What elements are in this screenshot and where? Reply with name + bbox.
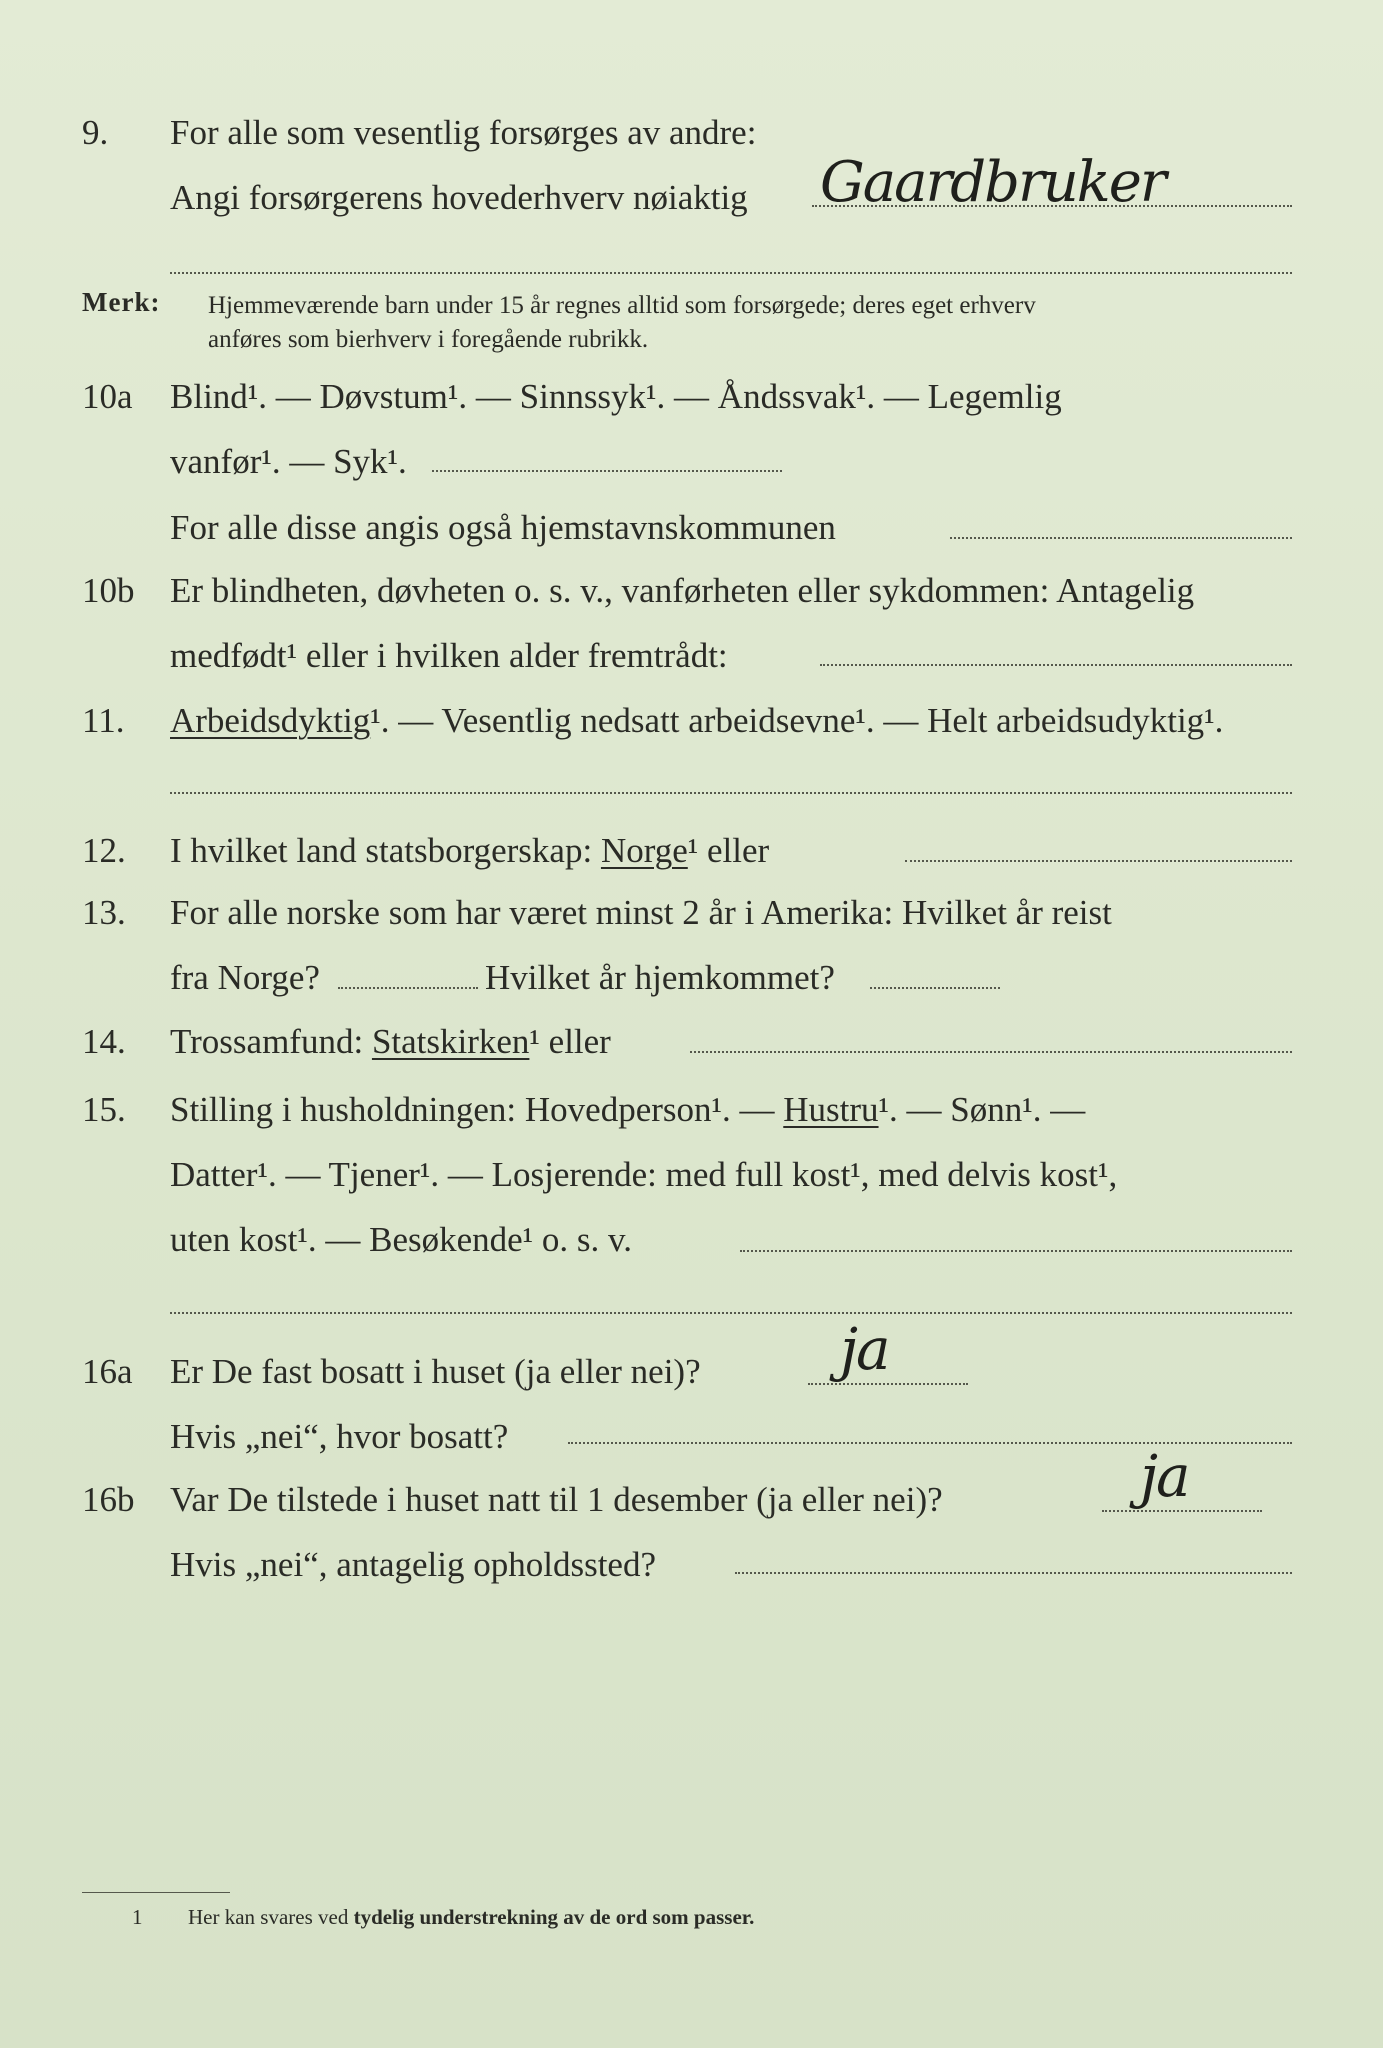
question-text-rest: ¹. — Vesentlig nedsatt arbeidsevne¹. — Helt arbeidsudyktig¹. xyxy=(370,701,1224,740)
underlined-answer: Norge xyxy=(600,831,688,870)
note-text: Hjemmeværende barn under 15 år regnes alltid som forsørgede; deres eget erhverv xyxy=(208,292,1036,319)
answer-line xyxy=(905,860,1292,862)
question-text: Er De fast bosatt i huset (ja eller nei)? xyxy=(170,1352,701,1391)
answer-line xyxy=(820,664,1292,666)
question-text-start: Stilling i husholdningen: Hovedperson¹. — xyxy=(170,1090,784,1129)
question-text: Hvis „nei“, hvor bosatt? xyxy=(170,1417,509,1456)
footnote-divider xyxy=(82,1892,230,1893)
question-text-rest: ¹ eller xyxy=(529,1022,611,1061)
question-text-start: Trossamfund: xyxy=(170,1022,372,1061)
answer-line xyxy=(735,1572,1292,1574)
answer-line xyxy=(170,272,1292,274)
question-number: 9. xyxy=(82,113,109,152)
handwritten-answer-occupation: Gaardbruker xyxy=(820,150,1165,215)
question-text: medfødt¹ eller i hvilken alder fremtrådt: xyxy=(170,636,728,675)
underlined-answer: Statskirken xyxy=(371,1022,530,1061)
footnote xyxy=(188,1905,754,1930)
question-text-rest: ¹. — Sønn¹. — xyxy=(878,1090,1086,1129)
question-number: 11. xyxy=(82,701,125,740)
question-number: 16a xyxy=(82,1352,133,1391)
question-text: Var De tilstede i huset natt til 1 desember (ja eller nei)? xyxy=(170,1480,943,1519)
answer-line xyxy=(170,792,1292,794)
question-text: Angi forsørgerens hovederhverv nøiaktig xyxy=(170,178,748,217)
answer-line xyxy=(170,1312,1292,1314)
answer-line xyxy=(950,537,1292,539)
question-text: vanfør¹. — Syk¹. xyxy=(170,442,407,481)
question-text: Hvis „nei“, antagelig opholdssted? xyxy=(170,1545,656,1584)
note-label: Merk: xyxy=(82,287,161,317)
answer-line xyxy=(740,1250,1292,1252)
answer-line xyxy=(870,987,1000,989)
question-text: Blind¹. — Døvstum¹. — Sinnssyk¹. — Åndssvak¹. — Legemlig xyxy=(170,377,1062,416)
question-text: Er blindheten, døvheten o. s. v., vanførheten eller sykdommen: Antagelig xyxy=(170,571,1195,610)
question-number: 10b xyxy=(82,571,135,610)
underlined-answer: Hustru xyxy=(783,1090,879,1129)
question-number: 14. xyxy=(82,1022,126,1061)
answer-line xyxy=(432,470,782,472)
question-number: 15. xyxy=(82,1090,126,1129)
question-text: uten kost¹. — Besøkende¹ o. s. v. xyxy=(170,1220,633,1259)
answer-line xyxy=(1102,1510,1262,1512)
question-text-start: I hvilket land statsborgerskap: xyxy=(170,831,601,870)
question-text: For alle norske som har været minst 2 år i Amerika: Hvilket år reist xyxy=(170,893,1112,932)
answer-line xyxy=(338,987,478,989)
question-number: 16b xyxy=(82,1480,135,1519)
question-number: 13. xyxy=(82,893,126,932)
handwritten-answer-ja: ja xyxy=(1140,1442,1189,1510)
question-text xyxy=(170,1022,611,1062)
answer-line xyxy=(808,1383,968,1385)
underlined-answer: Arbeidsdyktig xyxy=(170,701,371,740)
question-text: Hvilket år hjemkommet? xyxy=(485,958,835,997)
handwritten-answer-ja: ja xyxy=(840,1315,889,1383)
question-number: 12. xyxy=(82,831,126,870)
question-text: For alle som vesentlig forsørges av andre: xyxy=(170,113,757,152)
note-text: anføres som bierhverv i foregående rubrikk. xyxy=(208,326,649,353)
question-text: fra Norge? xyxy=(170,958,320,997)
question-number: 10a xyxy=(82,377,133,416)
footnote-marker: 1 xyxy=(132,1905,143,1929)
footnote-text-bold: tydelig understrekning av de ord som passer. xyxy=(353,1905,755,1929)
question-text xyxy=(170,831,769,871)
question-text xyxy=(170,701,1223,741)
question-text-rest: ¹ eller xyxy=(687,831,770,870)
question-text xyxy=(170,1090,1085,1130)
question-text: For alle disse angis også hjemstavnskommunen xyxy=(170,508,836,547)
answer-line xyxy=(690,1051,1292,1053)
question-text: Datter¹. — Tjener¹. — Losjerende: med full kost¹, med delvis kost¹, xyxy=(170,1155,1118,1194)
footnote-text: Her kan svares ved xyxy=(188,1905,354,1929)
